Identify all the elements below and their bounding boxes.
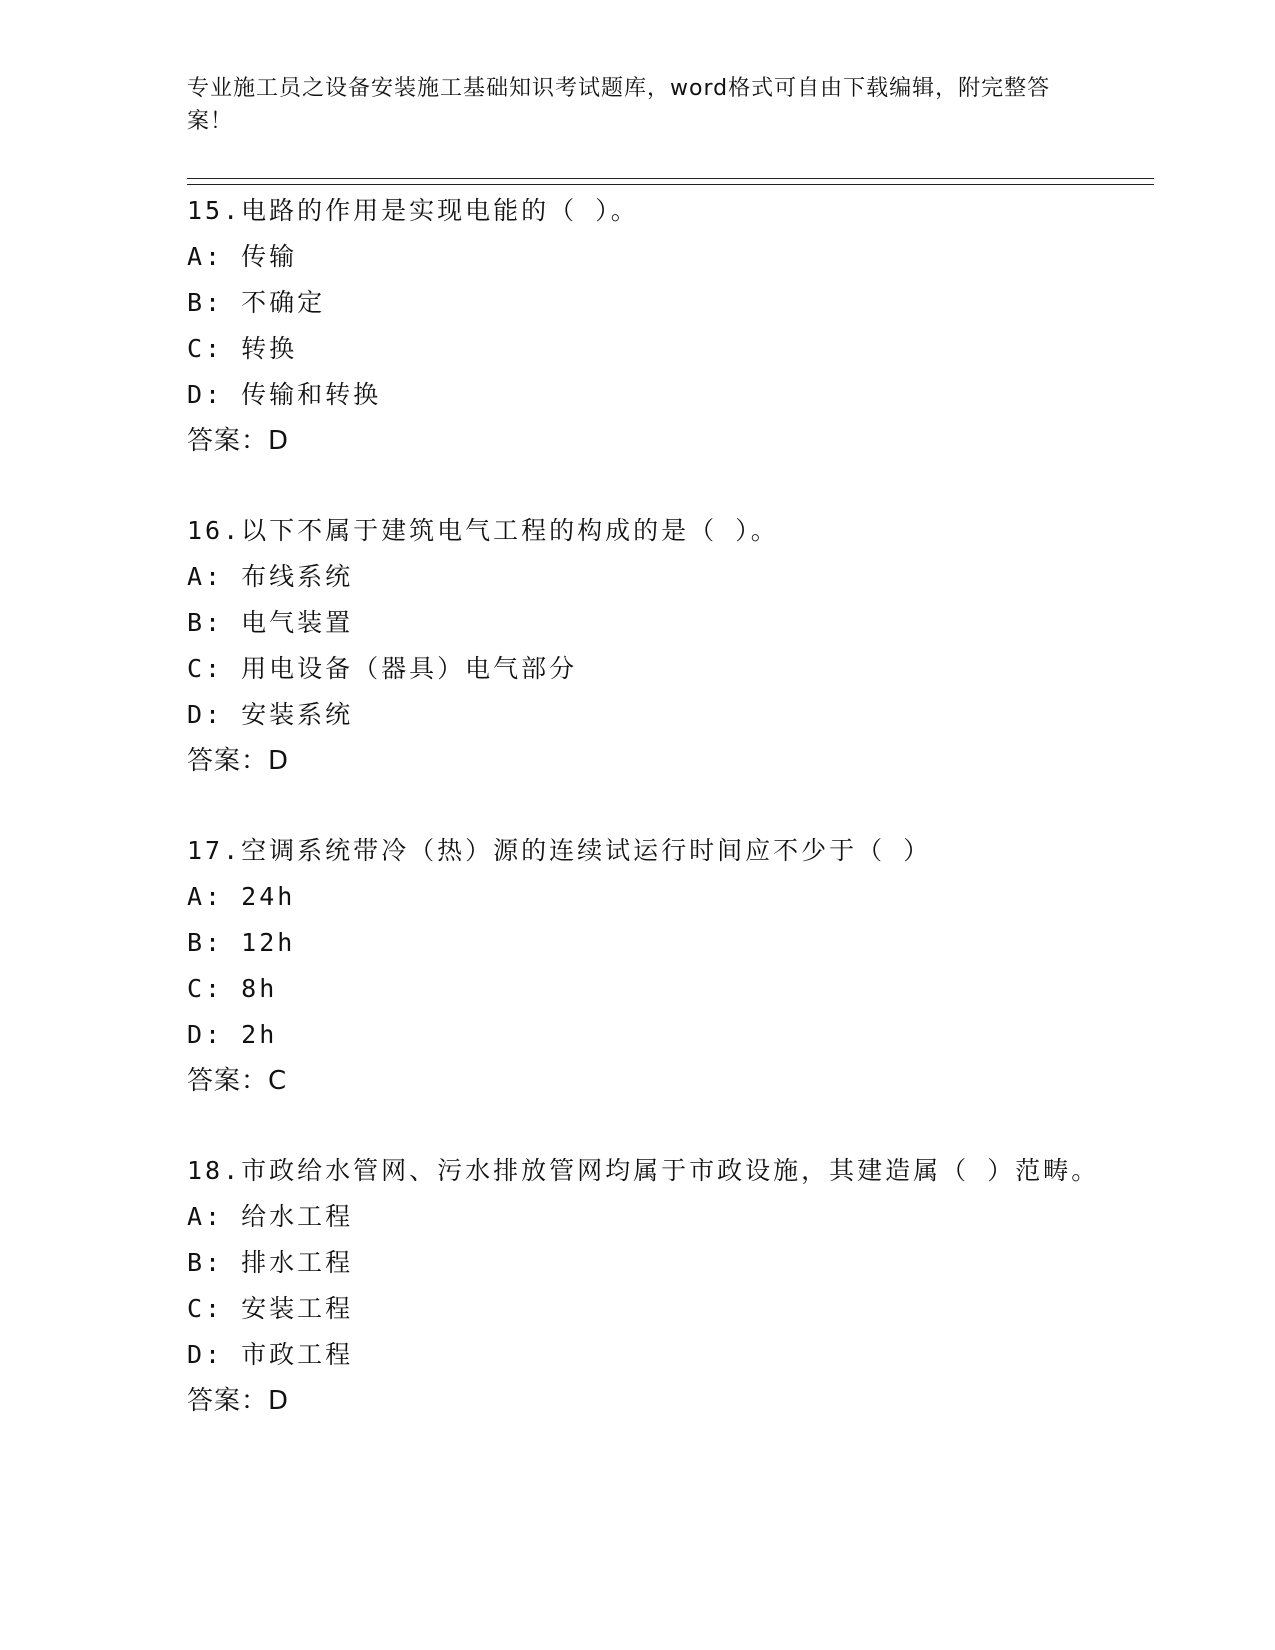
answer-line: 答案：C <box>187 1066 288 1096</box>
option-c: C: 8h <box>187 974 278 1003</box>
option-d: D: 传输和转换 <box>187 380 382 409</box>
option-b: B: 电气装置 <box>187 608 354 637</box>
question-stem: 15.电路的作用是实现电能的（ ）。 <box>187 196 639 225</box>
option-b: B: 不确定 <box>187 288 326 317</box>
question-block <box>187 508 1107 784</box>
question-stem: 18.市政给水管网、污水排放管网均属于市政设施，其建造属（ ）范畴。 <box>187 1156 1100 1185</box>
question-stem: 16.以下不属于建筑电气工程的构成的是（ ）。 <box>187 516 779 545</box>
question-block <box>187 1148 1107 1424</box>
option-b: B: 排水工程 <box>187 1248 354 1277</box>
question-block <box>187 188 1107 464</box>
option-c: C: 用电设备（器具）电气部分 <box>187 654 578 683</box>
question-block <box>187 828 1107 1104</box>
option-a: A: 24h <box>187 882 296 911</box>
answer-line: 答案：D <box>187 746 290 776</box>
header-divider-bottom <box>187 184 1154 185</box>
option-a: A: 布线系统 <box>187 562 354 591</box>
option-d: D: 市政工程 <box>187 1340 354 1369</box>
answer-line: 答案：D <box>187 1386 290 1416</box>
option-a: A: 传输 <box>187 242 298 271</box>
option-c: C: 转换 <box>187 334 298 363</box>
option-a: A: 给水工程 <box>187 1202 354 1231</box>
option-c: C: 安装工程 <box>187 1294 354 1323</box>
answer-line: 答案：D <box>187 426 290 456</box>
option-b: B: 12h <box>187 928 296 957</box>
question-stem: 17.空调系统带冷（热）源的连续试运行时间应不少于（ ） <box>187 836 932 865</box>
document-header: 专业施工员之设备安装施工基础知识考试题库，word格式可自由下载编辑，附完整答案！ <box>187 76 1051 134</box>
option-d: D: 安装系统 <box>187 700 354 729</box>
header-divider-top <box>187 178 1154 179</box>
option-d: D: 2h <box>187 1020 278 1049</box>
